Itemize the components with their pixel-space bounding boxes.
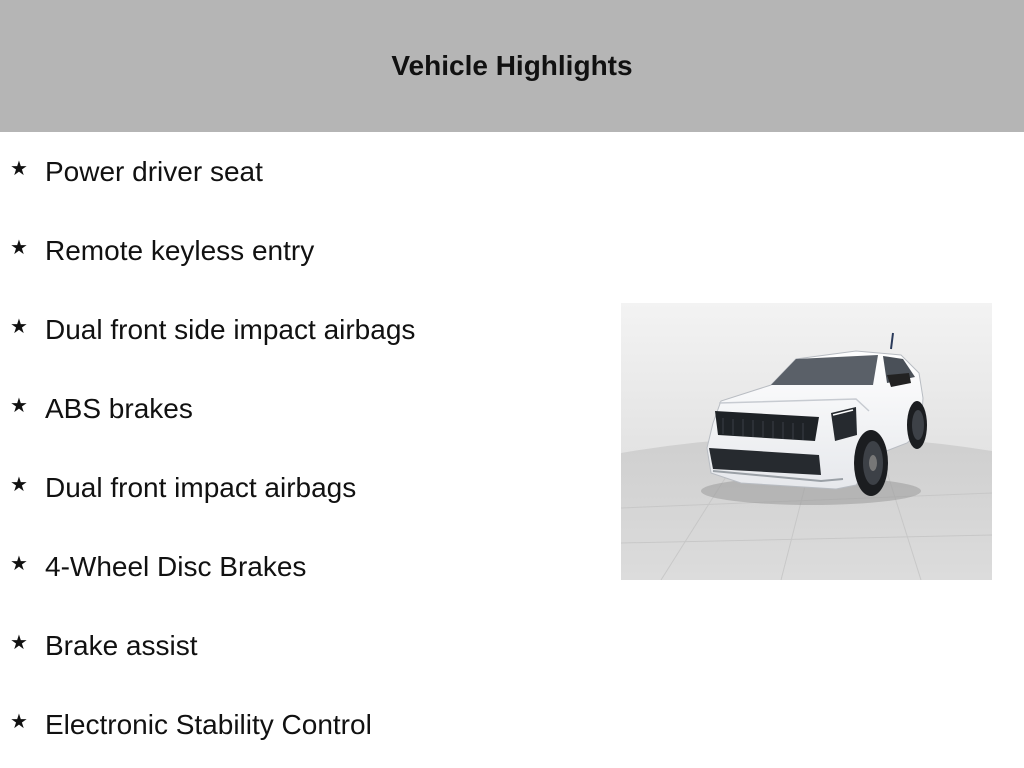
feature-label: ABS brakes [45,393,193,424]
feature-label: Electronic Stability Control [45,709,372,740]
feature-label: 4-Wheel Disc Brakes [45,551,307,582]
feature-label: Brake assist [45,630,198,661]
feature-label: Dual front impact airbags [45,472,357,503]
feature-item [10,389,193,429]
star-icon: ★ [10,394,28,417]
feature-label: Dual front side impact airbags [45,314,416,345]
feature-item [10,705,372,745]
page-title: Vehicle Highlights [391,50,633,81]
feature-label: Power driver seat [45,156,263,187]
feature-item [10,231,314,271]
star-icon: ★ [10,473,28,496]
star-icon: ★ [10,552,28,575]
header-bar [0,0,1024,132]
feature-item [10,626,198,666]
vehicle-photo [621,303,992,580]
feature-item [10,468,356,508]
star-icon: ★ [10,631,28,654]
star-icon: ★ [10,157,28,180]
star-icon: ★ [10,236,28,259]
feature-item [10,152,263,192]
feature-label: Remote keyless entry [45,235,315,266]
feature-item [10,547,306,587]
star-icon: ★ [10,710,28,733]
feature-item [10,310,415,350]
star-icon: ★ [10,315,28,338]
